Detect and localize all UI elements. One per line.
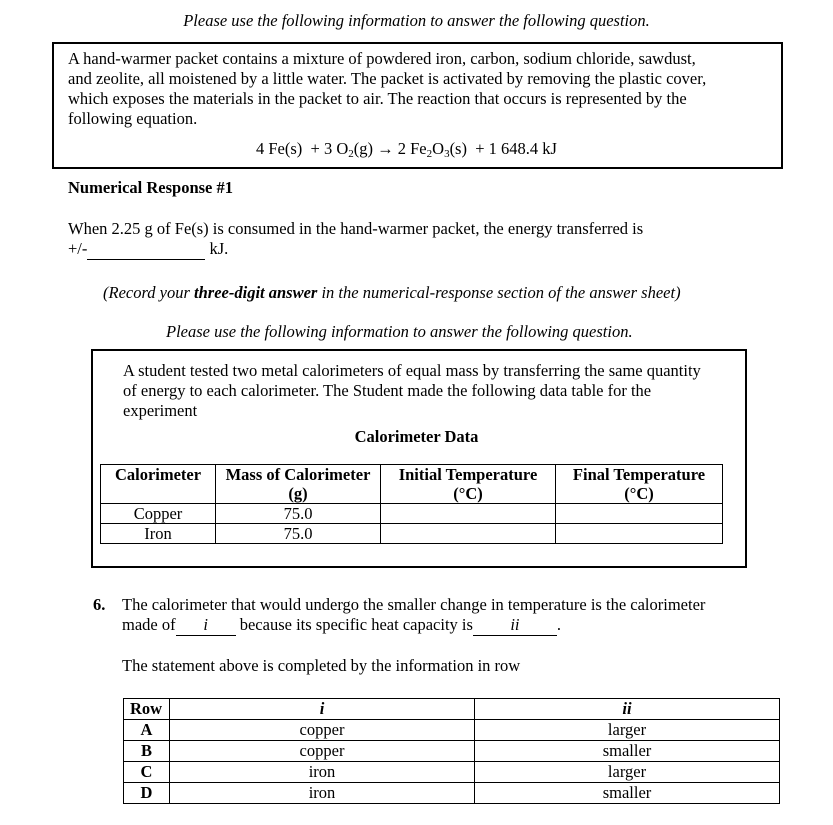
hand-warmer-info-box <box>52 42 783 169</box>
nr-prefix: +/- <box>68 239 88 258</box>
header-text: Final Temperature <box>572 465 706 484</box>
nr-unit: kJ. <box>209 239 229 258</box>
header-unit: (°C) <box>453 484 483 503</box>
question-number: 6. <box>93 595 106 614</box>
calorimeter-data-table <box>100 464 723 544</box>
equation-subscript: 2 <box>426 148 433 160</box>
q6-text: . <box>556 615 562 634</box>
cell-final <box>556 524 723 544</box>
table-row <box>124 783 780 804</box>
intro-instruction-1: Please use the following information to answer the following question. <box>183 11 650 30</box>
q6-text: because its specific heat capacity is <box>239 615 473 634</box>
answer-options-table <box>123 698 780 804</box>
header-ii: ii <box>475 699 780 720</box>
cell-mass: 75.0 <box>216 504 381 524</box>
box2-line-3: experiment <box>123 401 198 420</box>
blank-ii: ii <box>473 615 557 636</box>
nr-question-line-2 <box>68 239 228 260</box>
option-i: iron <box>170 762 475 783</box>
q6-completion-text: The statement above is completed by the information in row <box>122 656 521 675</box>
record-text: (Record your <box>103 283 195 302</box>
table-header-row <box>101 465 723 504</box>
header-i: i <box>170 699 475 720</box>
record-bold-text: three-digit answer <box>194 283 318 302</box>
header-mass <box>216 465 381 504</box>
reaction-equation <box>68 139 767 159</box>
table-row <box>124 720 780 741</box>
option-ii: smaller <box>475 783 780 804</box>
header-text: Initial Temperature <box>398 465 538 484</box>
option-i: copper <box>170 741 475 762</box>
box1-line-4: following equation. <box>68 109 198 128</box>
cell-mass: 75.0 <box>216 524 381 544</box>
option-letter: B <box>124 741 170 762</box>
option-ii: larger <box>475 720 780 741</box>
cell-initial <box>381 524 556 544</box>
header-text: Mass of Calorimeter <box>225 465 371 484</box>
option-letter: D <box>124 783 170 804</box>
calorimeter-table-title: Calorimeter Data <box>354 427 479 446</box>
table-row <box>101 504 723 524</box>
equation-text: (g) → 2 Fe <box>353 139 427 158</box>
header-calorimeter: Calorimeter <box>101 465 216 504</box>
header-unit: (°C) <box>624 484 654 503</box>
option-i: iron <box>170 783 475 804</box>
table-header-row <box>124 699 780 720</box>
q6-line-2 <box>122 615 561 636</box>
header-initial-temp <box>381 465 556 504</box>
cell-initial <box>381 504 556 524</box>
box1-line-2: and zeolite, all moistened by a little water. The packet is activated by removing the plastic cover, <box>68 69 707 88</box>
option-i: copper <box>170 720 475 741</box>
record-text: in the numerical-response section of the answer sheet) <box>317 283 681 302</box>
table-row <box>124 741 780 762</box>
cell-name: Copper <box>101 504 216 524</box>
table-row <box>101 524 723 544</box>
option-ii: larger <box>475 762 780 783</box>
equation-text: O <box>432 139 445 158</box>
header-unit: (g) <box>288 484 308 503</box>
record-instruction <box>103 283 681 303</box>
equation-text: (s) + 1 648.4 kJ <box>449 139 557 158</box>
blank-i: i <box>176 615 236 636</box>
nr-question-line-1: When 2.25 g of Fe(s) is consumed in the hand-warmer packet, the energy transferred is <box>68 219 644 238</box>
equation-subscript: 3 <box>444 148 450 160</box>
numerical-response-heading: Numerical Response #1 <box>68 178 233 197</box>
nr-answer-blank <box>87 239 205 260</box>
cell-name: Iron <box>101 524 216 544</box>
table-row <box>124 762 780 783</box>
option-letter: A <box>124 720 170 741</box>
equation-subscript: 2 <box>348 148 354 160</box>
q6-line-1: The calorimeter that would undergo the smaller change in temperature is the calorimeter <box>122 595 706 614</box>
q6-text: made of <box>122 615 176 634</box>
equation-text: 4 Fe(s) + 3 O <box>256 139 349 158</box>
box1-line-1: A hand-warmer packet contains a mixture of powdered iron, carbon, sodium chloride, sawdust, <box>68 49 696 68</box>
option-ii: smaller <box>475 741 780 762</box>
box1-line-3: which exposes the materials in the packet to air. The reaction that occurs is represented by the <box>68 89 687 108</box>
header-final-temp <box>556 465 723 504</box>
header-row: Row <box>124 699 170 720</box>
cell-final <box>556 504 723 524</box>
option-letter: C <box>124 762 170 783</box>
intro-instruction-2: Please use the following information to answer the following question. <box>166 322 633 341</box>
box2-line-2: of energy to each calorimeter. The Student made the following data table for the <box>123 381 652 400</box>
box2-line-1: A student tested two metal calorimeters of equal mass by transferring the same quantity <box>123 361 701 380</box>
